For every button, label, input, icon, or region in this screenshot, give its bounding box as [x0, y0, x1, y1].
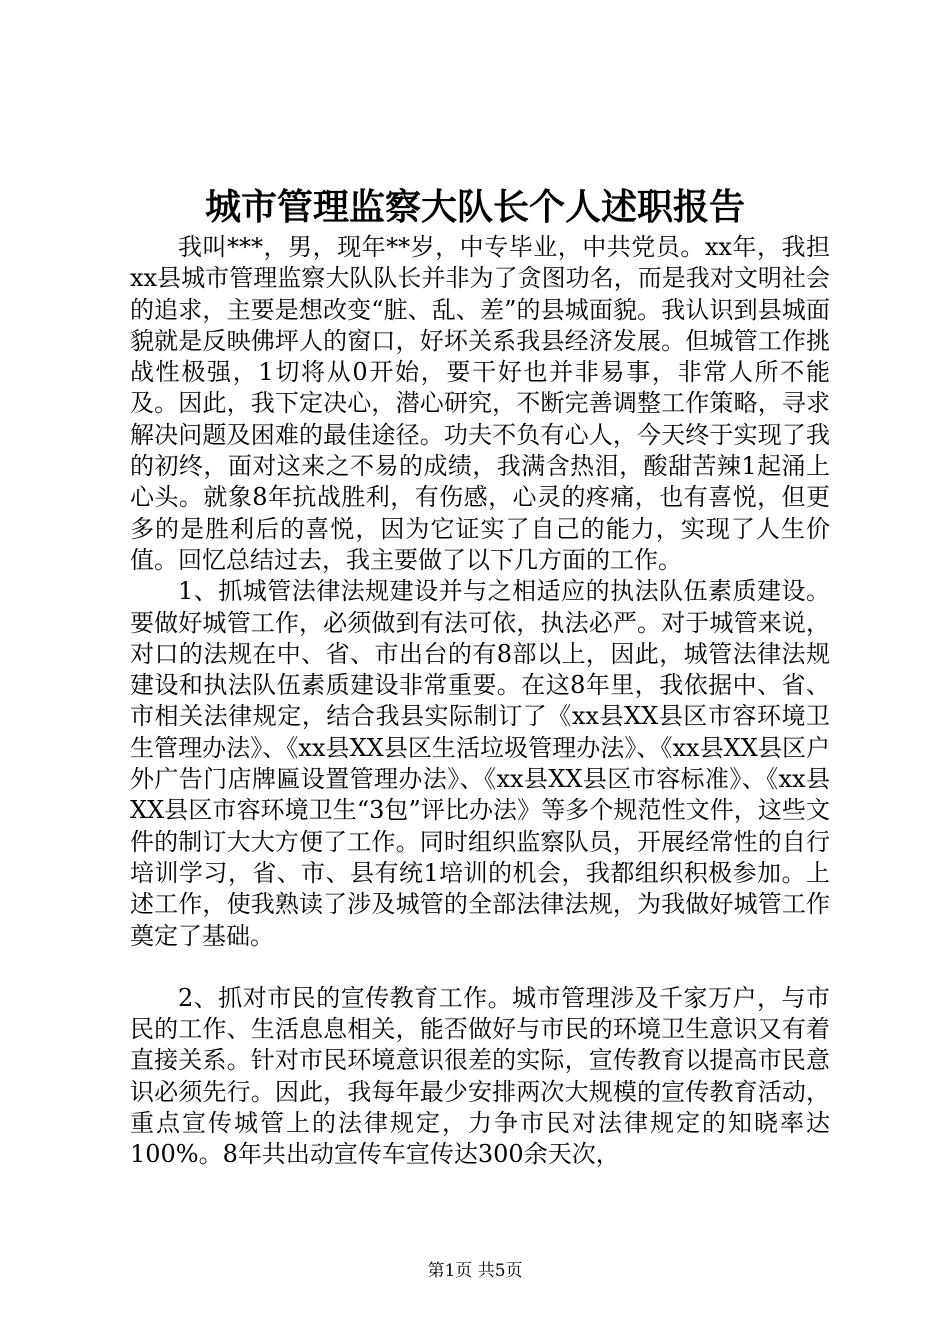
paragraph-intro: 我叫***，男，现年**岁，中专毕业，中共党员。xx年，我担xx县城市管理监察大队队长并非为了贪图功名，而是我对文明社会的追求，主要是想改变“脏、乱、差”的县城面貌。我认识到县城面貌就是反映佛坪人的窗口，好坏关系我县经济发展。但城管工作挑战性极强，1切将从0开始，要干好也并非易事，非常人所不能及。因此，我下定决心，潜心研究，不断完善调整工作策略，寻求解决问题及困难的最佳途径。功夫不负有心人，今天终于实现了我的初终，面对这来之不易的成绩，我满含热泪，酸甜苦辣1起涌上心头。就象8年抗战胜利，有伤感，心灵的疼痛，也有喜悦，但更多的是胜利后的喜悦，因为它证实了自己的能力，实现了人生价值。回忆总结过去，我主要做了以下几方面的工作。 [130, 233, 830, 574]
document-title: 城市管理监察大队长个人述职报告 [204, 186, 745, 228]
page-number-footer: 第1页 共5页 [427, 1261, 523, 1281]
paragraph-section-1: 1、抓城管法律法规建设并与之相适应的执法队伍素质建设。要做好城管工作，必须做到有法可依，执法必严。对于城管来说，对口的法规在中、省、市出台的有8部以上，因此，城管法律法规建设和执法队伍素质建设非常重要。在这8年里，我依据中、省、市相关法律规定，结合我县实际制订了《xx县XX县区市容环境卫生管理办法》、《xx县XX县区生活垃圾管理办法》、《xx县XX县区户外广告门店牌匾设置管理办法》、《xx县XX县区市容标准》、《xx县XX县区市容环境卫生“3包”评比办法》等多个规范性文件，这些文件的制订大大方便了工作。同时组织监察队员，开展经常性的自行培训学习，省、市、县有统1培训的机会，我都组织积极参加。上述工作，使我熟读了涉及城管的全部法律法规，为我做好城管工作奠定了基础。 [130, 577, 830, 950]
document-body [130, 232, 830, 1171]
paragraph-section-2: 2、抓对市民的宣传教育工作。城市管理涉及千家万户，与市民的工作、生活息息相关，能否做好与市民的环境卫生意识又有着直接关系。针对市民环境意识很差的实际，宣传教育以提高市民意识必须先行。因此，我每年最少安排两次大规模的宣传教育活动，重点宣传城管上的法律规定，力争市民对法律规定的知晓率达100%。8年共出动宣传车宣传达300余天次， [130, 983, 830, 1169]
